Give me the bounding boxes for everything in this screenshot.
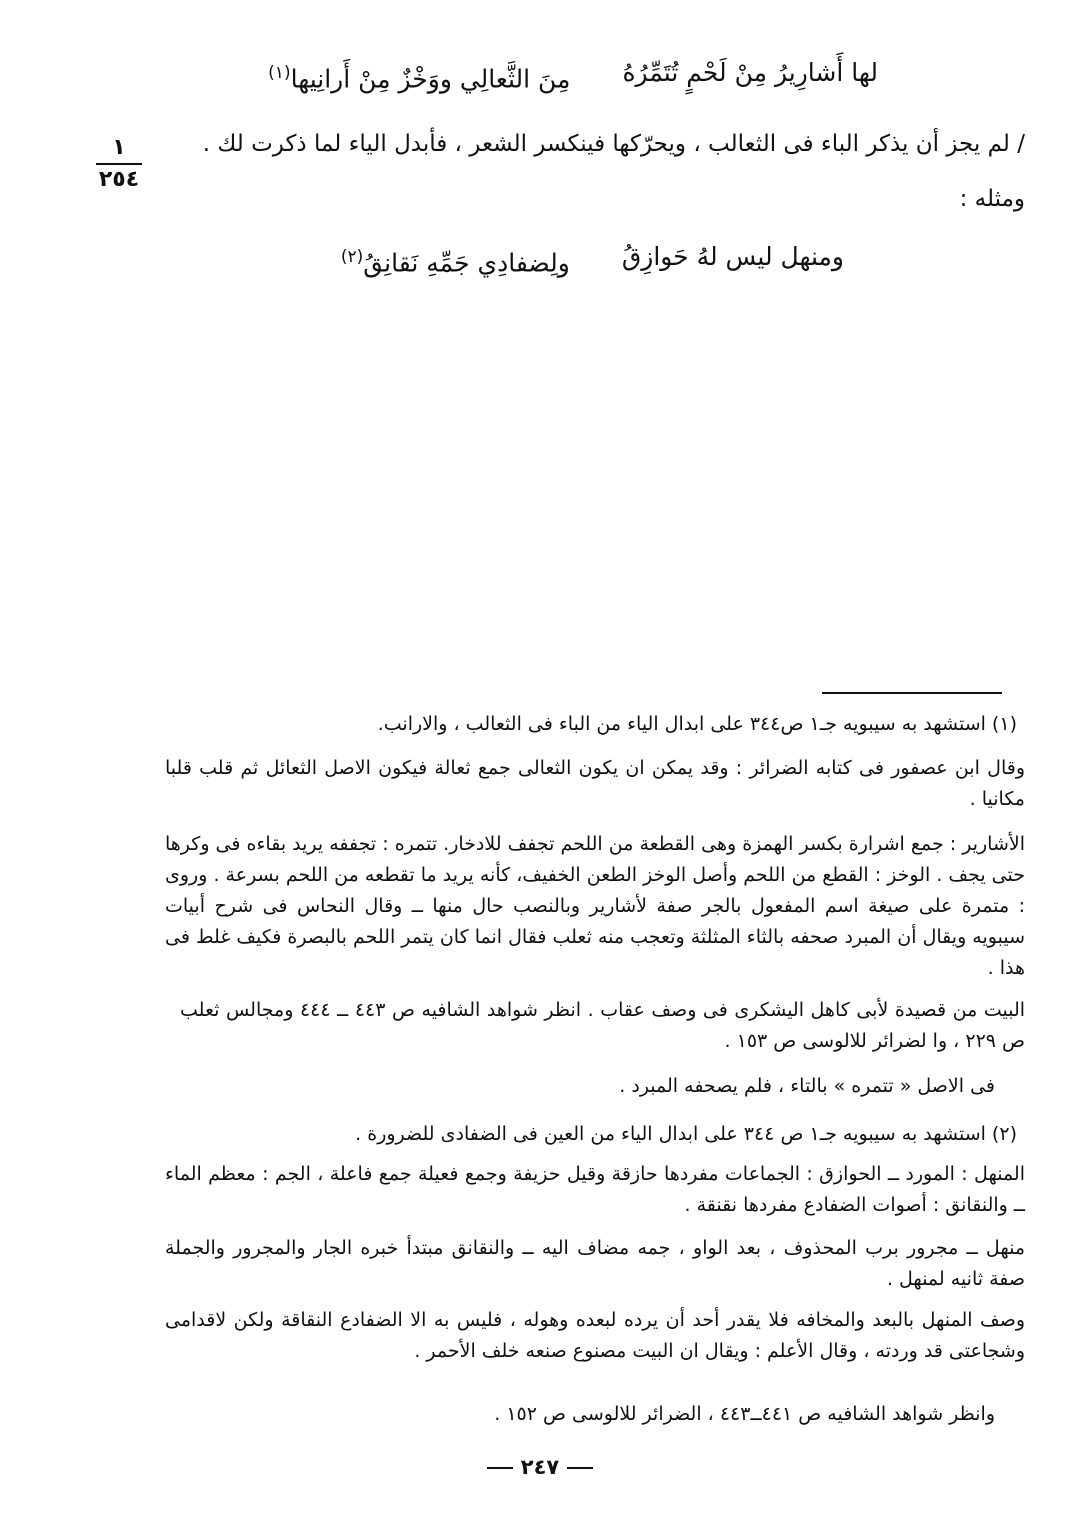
footnote-1-source: البيت من قصيدة لأبى كاهل اليشكرى فى وصف عقاب . انظر شواهد الشافيه ص ٤٤٣ ــ ٤٤٤ ومجالس ثعلب ص ٢٢٩ ، وا لضرائر للالوسى ص ١٥٣ . bbox=[180, 999, 1026, 1052]
page-number-dash-right bbox=[567, 1467, 593, 1469]
footnote-2-grammar: منهل ــ مجرور برب المحذوف ، بعد الواو ، جمه مضاف اليه ــ والنقانق مبتدأ خبره الجار والمجرور والجملة صفة ثانيه لمنهل . bbox=[165, 1237, 1025, 1290]
verse-2 bbox=[341, 240, 844, 280]
footnote-1-ibn-usfur: وقال ابن عصفور فى كتابه الضرائر : وقد يمكن ان يكون الثعالى جمع ثعالة فيكون الاصل الثعائل ثم قلب قلبا مكانيا . bbox=[165, 757, 1025, 810]
page-number-value: ٢٤٧ bbox=[520, 1455, 560, 1479]
verse-1 bbox=[268, 56, 878, 96]
verse-1-first-hemistich: لها أَشارِيرُ مِنْ لَحْمٍ تُتَمِّرُهُ bbox=[622, 58, 878, 87]
prose-line-1: / لم يجز أن يذكر الباء فى الثعالب ، ويحرّكها فينكسر الشعر ، فأبدل الياء لما ذكرت لك . bbox=[202, 131, 1025, 157]
footnote-2-line: (٢) استشهد به سيبويه جـ١ ص ٣٤٤ على ابدال الياء من العين فى الضفادى للضرورة . bbox=[355, 1123, 1017, 1145]
footnote-1-line: (١) استشهد به سيبويه جـ١ ص٣٤٤ على ابدال الياء من الباء فى الثعالب ، والارانب. bbox=[377, 713, 1017, 735]
footnote-2-see-also: وانظر شواهد الشافيه ص ٤٤١ــ٤٤٣ ، الضرائر للالوسى ص ١٥٢ . bbox=[494, 1403, 995, 1425]
margin-ref-denominator: ٢٥٤ bbox=[98, 167, 140, 192]
footnote-2-meaning: وصف المنهل بالبعد والمخافه فلا يقدر أحد أن يرده لبعده وهوله ، فليس به الا الضفادع النقاقة ولكن لاقدامى وشجاعتى قد وردته ، وقال الأعلم : ويقال ان البيت مصنوع صنعه خلف الأحمر . bbox=[165, 1309, 1025, 1362]
footnote-separator bbox=[822, 692, 1002, 694]
verse-1-second-hemistich: مِنَ الثَّعالِي ووَخْزٌ مِنْ أَرانِيها$^{(١)}$ bbox=[268, 63, 571, 94]
verse-2-second-hemistich: ولِضفادِي جَمِّهِ نَقانِقُ$^{(٢)}$ bbox=[340, 247, 570, 278]
prose-line-2: ومثله : bbox=[959, 186, 1025, 212]
margin-ref-numerator: ١ bbox=[96, 135, 142, 165]
footnote-1-glossary: الأشارير : جمع اشرارة بكسر الهمزة وهى القطعة من اللحم تجفف للادخار. تتمره : تجففه يريد بقاءه فى وكرها حتى يجف . الوخز : القطع من اللحم وأصل الوخز الطعن الخفيف، كأنه يريد ما تقطعه من اللحم بسرعة . وروى : متمرة على صيغة اسم المفعول بالجر صفة لأشارير وبالنصب حال منها ــ وقال النحاس فى شرح أبيات سيبويه ويقال أن المبرد صحفه بالثاء المثلثة وتعجب منه ثعلب فقال انما كان يتمر اللحم بالبصرة فكيف غلط فى هذا . bbox=[165, 833, 1025, 979]
footnote-1-original-reading: فى الاصل « تتمره » بالتاء ، فلم يصحفه المبرد . bbox=[619, 1075, 995, 1097]
footnote-2-glossary: المنهل : المورد ــ الحوازق : الجماعات مفردها حازقة وقيل حزيفة وجمع فعيلة جمع فاعلة ، الجم : معظم الماء ــ والنقانق : أصوات الضفادع مفردها نقنقة . bbox=[165, 1163, 1025, 1216]
footnote-ref-2[interactable]: (٢) bbox=[340, 247, 364, 267]
margin-page-reference bbox=[96, 135, 142, 193]
page-number-dash-left bbox=[487, 1467, 513, 1469]
footnote-ref-1[interactable]: (١) bbox=[268, 63, 291, 83]
page-number bbox=[0, 1455, 1080, 1479]
verse-2-first-hemistich: ومنهل ليس لهُ حَوازِقُ bbox=[621, 242, 844, 271]
